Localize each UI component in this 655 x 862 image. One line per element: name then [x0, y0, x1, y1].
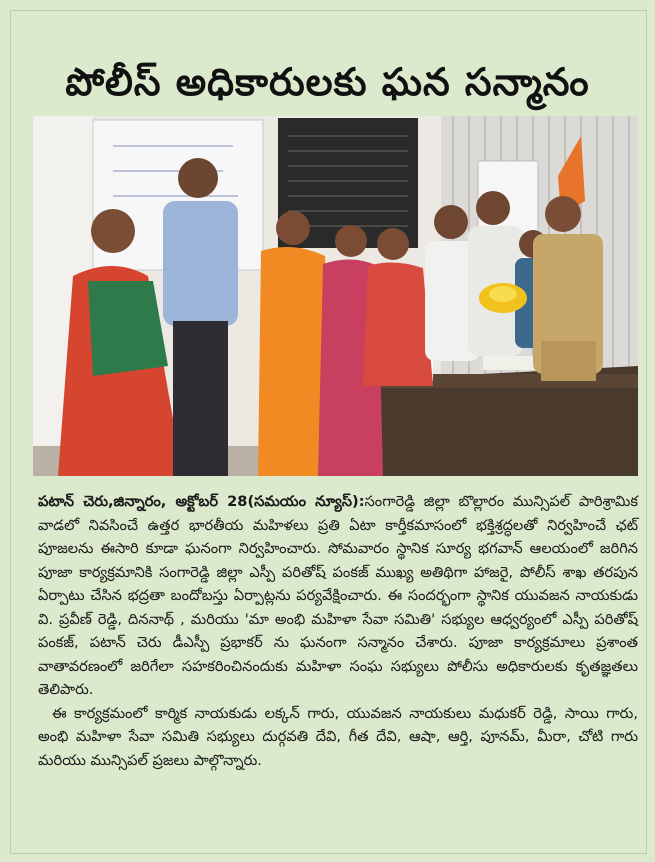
headline: పోలీస్ అధికారులకు ఘన సన్మానం — [65, 60, 590, 105]
dateline: పటాన్ చెరు,జిన్నారం, అక్టోబర్ 28(సమయం న్యూస్): — [38, 493, 365, 510]
news-photo — [33, 116, 638, 476]
group-photo-illustration — [33, 116, 638, 476]
article-paragraph-2: ఈ కార్యక్రమంలో కార్మిక నాయకుడు లక్కన్ గారు, యువజన నాయకులు మధుకర్ రెడ్డి, సాయి గారు, అంభి మహిళా సేవా సమితి సభ్యులు దుర్గవతి దేవి, గీత దేవి, ఆషా, ఆర్తి, పూనమ్, మీరా, చోటి గారు మరియు మున్సిపల్ ప్రజలు పాల్గొన్నారు. — [38, 704, 638, 769]
article-paragraph-1 — [38, 490, 638, 702]
article-body — [38, 490, 638, 772]
article-paragraph-1-text: సంగారెడ్డి జిల్లా బొల్లారం మున్సిపల్ పారిశ్రామిక వాడలో నివసించే ఉత్తర భారతీయ మహిళలు ప్రతి ఏటా కార్తీకమాసంలో భక్తిశ్రద్ధలతో నిర్వహించే ఛట్ పూజలను ఈసారి కూడా ఘనంగా నిర్వహించారు. సోమవారం స్థానిక సూర్య భగవాన్ ఆలయంలో జరిగిన పూజా కార్యక్రమానికి సంగారెడ్డి జిల్లా ఎస్పీ పరితోష్ పంకజ్ ముఖ్య అతిథిగా హాజరై, పోలీస్ శాఖ తరపున ఏర్పాటు చేసిన భద్రతా బందోబస్తు ఏర్పాట్లను పర్యవేక్షించారు. ఈ సందర్భంగా స్థానిక యువజన నాయకుడు వి. ప్రవీణ్ రెడ్డి, దిననాథ్ , మరియు 'మా అంభి మహిళా సేవా సమితి' సభ్యుల ఆధ్వర్యంలో ఎస్పీ పరితోష్ పంకజ్, పటాన్ చెరు డీఎస్పీ ప్రభాకర్ ను ఘనంగా సన్మానం చేశారు. పూజా కార్యక్రమాలు ప్రశాంత వాతావరణంలో జరిగేలా సహకరించినందుకు మహిళా సంఘ సభ్యులు పోలీసు అధికారులకు కృతజ్ఞతలు తెలిపారు. — [38, 493, 638, 698]
